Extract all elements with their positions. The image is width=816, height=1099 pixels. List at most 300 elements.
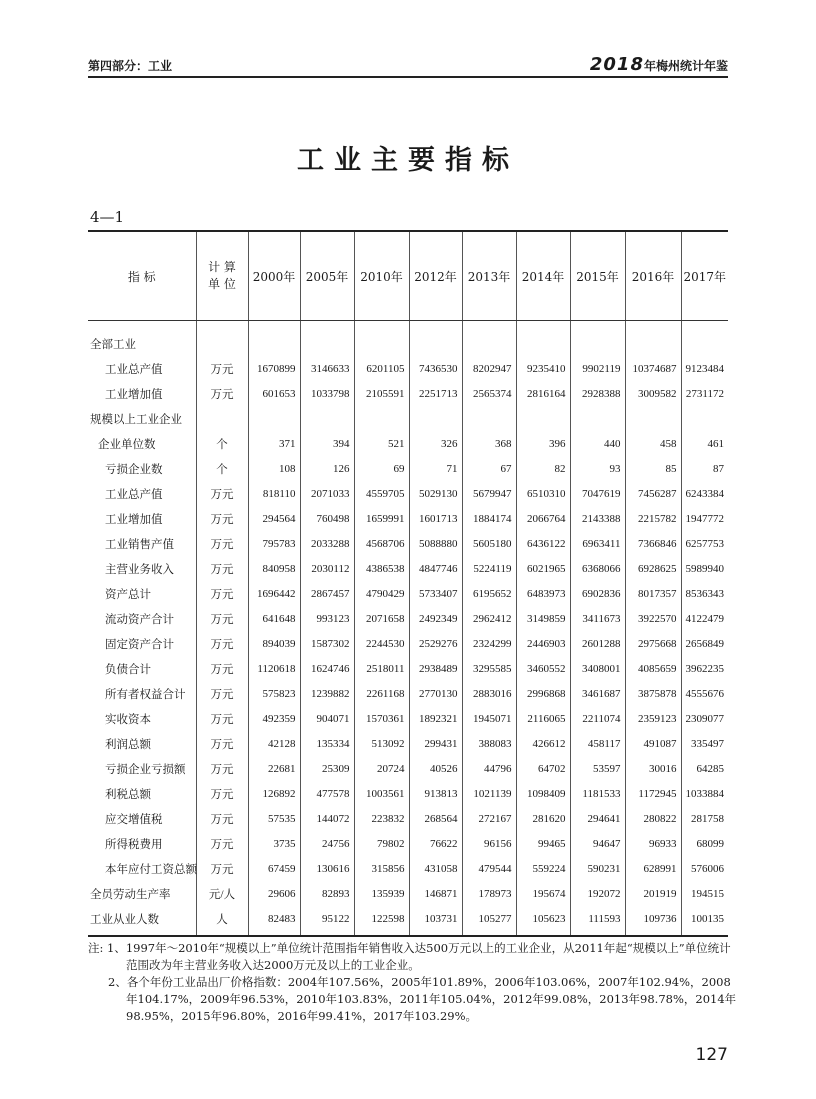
value-cell: 4386538 [354,556,409,581]
value-cell: 1670899 [248,356,300,381]
value-cell: 82 [516,456,570,481]
value-cell: 82893 [300,881,354,906]
table-row [88,406,728,431]
unit-cell: 万元 [196,631,248,656]
value-cell: 3461687 [570,681,625,706]
value-cell: 2962412 [462,606,516,631]
header-year: 2000年 [248,231,300,321]
value-cell: 8017357 [625,581,681,606]
value-cell: 281620 [516,806,570,831]
page-title: 工业主要指标 [297,145,519,176]
value-cell: 2656849 [681,631,728,656]
value-cell: 2883016 [462,681,516,706]
table-row [88,381,728,406]
value-cell: 335497 [681,731,728,756]
value-cell: 394 [300,431,354,456]
header-year: 2005年 [300,231,354,321]
value-cell: 105277 [462,906,516,936]
indicator-name: 工业增加值 [105,513,163,526]
note-2: 2、各个年份工业品出厂价格指数：2004年107.56%，2005年101.89%，2006年103.06%，2007年102.94%，2008年104.17%，2009年96.53%，2010年103.83%，2011年105.04%，2012年99.08%，2013年98.78%，2014年98.95%，2015年96.80%，2016年99.41%，2017年103.29%。 [108,975,737,1023]
value-cell: 7456287 [625,481,681,506]
value-cell: 4568706 [354,531,409,556]
value-cell: 1947772 [681,506,728,531]
value-cell [625,321,681,357]
value-cell: 1587302 [300,631,354,656]
indicator-name: 利润总额 [105,738,151,751]
unit-cell: 万元 [196,856,248,881]
value-cell: 4790429 [354,581,409,606]
value-cell: 96933 [625,831,681,856]
header-unit-line1: 计 算 [208,260,236,274]
table-row [88,506,728,531]
value-cell: 8202947 [462,356,516,381]
table-row [88,431,728,456]
table-row [88,606,728,631]
value-cell: 913813 [409,781,462,806]
unit-cell: 万元 [196,806,248,831]
value-cell: 272167 [462,806,516,831]
value-cell: 576006 [681,856,728,881]
value-cell: 82483 [248,906,300,936]
table-row [88,856,728,881]
header-year: 2016年 [625,231,681,321]
header-indicator: 指 标 [88,231,196,321]
value-cell: 628991 [625,856,681,881]
value-cell: 64285 [681,756,728,781]
indicator-name: 全员劳动生产率 [90,888,171,901]
value-cell [462,406,516,431]
value-cell: 6201105 [354,356,409,381]
value-cell: 6021965 [516,556,570,581]
value-cell: 6510310 [516,481,570,506]
value-cell: 201919 [625,881,681,906]
unit-cell: 万元 [196,656,248,681]
value-cell: 135334 [300,731,354,756]
value-cell: 4559705 [354,481,409,506]
value-cell: 6436122 [516,531,570,556]
value-cell: 9902119 [570,356,625,381]
value-cell: 135939 [354,881,409,906]
table-row [88,881,728,906]
value-cell: 122598 [354,906,409,936]
table-row [88,681,728,706]
value-cell: 10374687 [625,356,681,381]
value-cell: 71 [409,456,462,481]
value-cell: 95122 [300,906,354,936]
value-cell: 492359 [248,706,300,731]
indicator-name: 应交增值税 [105,813,163,826]
value-cell: 144072 [300,806,354,831]
value-cell: 1884174 [462,506,516,531]
table-row [88,321,728,357]
value-cell: 294564 [248,506,300,531]
table-body [88,321,728,937]
value-cell: 96156 [462,831,516,856]
value-cell: 280822 [625,806,681,831]
value-cell: 178973 [462,881,516,906]
value-cell: 8536343 [681,581,728,606]
value-cell: 223832 [354,806,409,831]
value-cell: 426612 [516,731,570,756]
value-cell [625,406,681,431]
header-unit-line2: 单 位 [208,277,236,291]
table-row [88,481,728,506]
indicator-name: 所得税费用 [105,838,163,851]
value-cell: 2529276 [409,631,462,656]
value-cell: 130616 [300,856,354,881]
value-cell: 57535 [248,806,300,831]
value-cell: 2867457 [300,581,354,606]
table-row [88,706,728,731]
value-cell: 6243384 [681,481,728,506]
value-cell: 2116065 [516,706,570,731]
value-cell: 2211074 [570,706,625,731]
value-cell: 6483973 [516,581,570,606]
value-cell: 2071033 [300,481,354,506]
value-cell: 1021139 [462,781,516,806]
value-cell: 6902836 [570,581,625,606]
indicator-name: 全部工业 [90,338,136,351]
value-cell: 126892 [248,781,300,806]
value-cell: 3735 [248,831,300,856]
value-cell: 491087 [625,731,681,756]
value-cell: 521 [354,431,409,456]
value-cell: 4555676 [681,681,728,706]
value-cell: 1945071 [462,706,516,731]
value-cell: 368 [462,431,516,456]
value-cell: 7366846 [625,531,681,556]
value-cell: 194515 [681,881,728,906]
header-year: 2013年 [462,231,516,321]
value-cell: 6257753 [681,531,728,556]
value-cell: 4122479 [681,606,728,631]
unit-cell: 个 [196,456,248,481]
value-cell: 641648 [248,606,300,631]
indicator-name: 实收资本 [105,713,151,726]
indicator-name: 利税总额 [105,788,151,801]
value-cell: 2071658 [354,606,409,631]
table-row [88,581,728,606]
value-cell: 1120618 [248,656,300,681]
value-cell [409,406,462,431]
value-cell: 79802 [354,831,409,856]
unit-cell: 万元 [196,531,248,556]
value-cell: 1003561 [354,781,409,806]
table-row [88,356,728,381]
value-cell: 2975668 [625,631,681,656]
value-cell: 42128 [248,731,300,756]
table-row [88,556,728,581]
value-cell: 64702 [516,756,570,781]
indicator-name: 固定资产合计 [105,638,174,651]
indicator-name: 资产总计 [105,588,151,601]
unit-cell: 万元 [196,831,248,856]
value-cell: 2996868 [516,681,570,706]
value-cell [354,321,409,357]
value-cell: 3875878 [625,681,681,706]
value-cell: 388083 [462,731,516,756]
indicator-name: 负债合计 [105,663,151,676]
value-cell: 9123484 [681,356,728,381]
value-cell: 2492349 [409,606,462,631]
value-cell: 108 [248,456,300,481]
value-cell: 840958 [248,556,300,581]
value-cell: 2518011 [354,656,409,681]
indicator-name: 企业单位数 [98,438,156,451]
value-cell: 4085659 [625,656,681,681]
yearbook-title [590,54,728,75]
value-cell: 2066764 [516,506,570,531]
value-cell: 2261168 [354,681,409,706]
indicator-name: 工业销售产值 [105,538,174,551]
value-cell: 3408001 [570,656,625,681]
unit-cell: 万元 [196,481,248,506]
value-cell: 126 [300,456,354,481]
value-cell: 5679947 [462,481,516,506]
value-cell: 1033884 [681,781,728,806]
value-cell: 760498 [300,506,354,531]
indicator-name: 工业总产值 [105,488,163,501]
value-cell: 99465 [516,831,570,856]
value-cell: 25309 [300,756,354,781]
value-cell: 87 [681,456,728,481]
header-year: 2010年 [354,231,409,321]
value-cell: 440 [570,431,625,456]
value-cell: 326 [409,431,462,456]
value-cell: 44796 [462,756,516,781]
value-cell [354,406,409,431]
value-cell: 6928625 [625,556,681,581]
value-cell [516,406,570,431]
value-cell: 795783 [248,531,300,556]
value-cell: 3146633 [300,356,354,381]
unit-cell: 万元 [196,781,248,806]
unit-cell [196,406,248,431]
indicator-name: 所有者权益合计 [105,688,186,701]
value-cell: 69 [354,456,409,481]
value-cell: 396 [516,431,570,456]
value-cell: 5224119 [462,556,516,581]
value-cell: 6195652 [462,581,516,606]
unit-cell: 万元 [196,581,248,606]
value-cell: 1181533 [570,781,625,806]
indicator-name: 亏损企业数 [105,463,163,476]
header-unit [196,231,248,321]
value-cell: 281758 [681,806,728,831]
indicator-name: 工业总产值 [105,363,163,376]
value-cell: 7047619 [570,481,625,506]
value-cell: 1659991 [354,506,409,531]
value-cell: 1098409 [516,781,570,806]
unit-cell: 万元 [196,731,248,756]
indicator-name: 规模以上工业企业 [90,413,182,426]
value-cell: 2731172 [681,381,728,406]
value-cell: 5088880 [409,531,462,556]
page-number: 127 [695,1045,728,1065]
value-cell: 1696442 [248,581,300,606]
value-cell: 1033798 [300,381,354,406]
running-header [88,54,728,78]
value-cell: 477578 [300,781,354,806]
value-cell: 22681 [248,756,300,781]
value-cell: 53597 [570,756,625,781]
value-cell [570,406,625,431]
unit-cell: 万元 [196,681,248,706]
indicator-name: 本年应付工资总额 [105,863,197,876]
value-cell: 2105591 [354,381,409,406]
value-cell: 5029130 [409,481,462,506]
header-year: 2017年 [681,231,728,321]
value-cell: 894039 [248,631,300,656]
unit-cell: 万元 [196,381,248,406]
value-cell: 818110 [248,481,300,506]
header-year: 2014年 [516,231,570,321]
value-cell [300,406,354,431]
value-cell: 461 [681,431,728,456]
value-cell: 2143388 [570,506,625,531]
value-cell: 85 [625,456,681,481]
table-notes [88,940,738,1025]
value-cell: 2244530 [354,631,409,656]
unit-cell: 万元 [196,756,248,781]
table-row [88,906,728,936]
value-cell: 7436530 [409,356,462,381]
value-cell: 590231 [570,856,625,881]
value-cell: 371 [248,431,300,456]
table-row [88,631,728,656]
value-cell [248,406,300,431]
indicator-name: 主营业务收入 [105,563,174,576]
indicator-name: 工业增加值 [105,388,163,401]
value-cell: 3962235 [681,656,728,681]
value-cell: 513092 [354,731,409,756]
unit-cell: 万元 [196,356,248,381]
unit-cell: 个 [196,431,248,456]
indicator-table-container [88,230,728,937]
value-cell: 29606 [248,881,300,906]
value-cell: 5733407 [409,581,462,606]
table-row [88,456,728,481]
value-cell: 2938489 [409,656,462,681]
value-cell: 195674 [516,881,570,906]
unit-cell: 万元 [196,706,248,731]
value-cell: 1570361 [354,706,409,731]
value-cell: 458 [625,431,681,456]
note-1: 注: 1、1997年～2010年“规模以上”单位统计范围指年销售收入达500万元以上的工业企业，从2011年起“规模以上”单位统计范围改为年主营业务收入达2000万元及以上的工业企业。 [88,941,731,972]
value-cell: 3295585 [462,656,516,681]
value-cell [681,406,728,431]
table-header-row [88,231,728,321]
indicator-name: 工业从业人数 [88,906,196,936]
value-cell: 100135 [681,906,728,936]
indicator-name: 流动资产合计 [105,613,174,626]
value-cell: 30016 [625,756,681,781]
value-cell: 1624746 [300,656,354,681]
value-cell: 24756 [300,831,354,856]
value-cell [462,321,516,357]
value-cell: 431058 [409,856,462,881]
value-cell: 109736 [625,906,681,936]
value-cell: 2251713 [409,381,462,406]
unit-cell: 万元 [196,606,248,631]
header-year: 2015年 [570,231,625,321]
value-cell: 5989940 [681,556,728,581]
value-cell: 458117 [570,731,625,756]
value-cell: 4847746 [409,556,462,581]
value-cell: 76622 [409,831,462,856]
indicator-table [88,230,728,937]
value-cell: 268564 [409,806,462,831]
value-cell: 559224 [516,856,570,881]
table-row [88,656,728,681]
value-cell: 3411673 [570,606,625,631]
section-label: 第四部分：工业 [88,59,173,73]
unit-cell: 元/人 [196,881,248,906]
value-cell: 2324299 [462,631,516,656]
value-cell: 3922570 [625,606,681,631]
value-cell: 315856 [354,856,409,881]
unit-cell: 万元 [196,506,248,531]
value-cell: 1892321 [409,706,462,731]
value-cell: 105623 [516,906,570,936]
table-row [88,806,728,831]
indicator-name: 亏损企业亏损额 [105,763,186,776]
value-cell: 67 [462,456,516,481]
value-cell: 2816164 [516,381,570,406]
value-cell: 146871 [409,881,462,906]
value-cell [681,321,728,357]
value-cell: 1601713 [409,506,462,531]
value-cell: 6963411 [570,531,625,556]
value-cell [570,321,625,357]
value-cell [300,321,354,357]
value-cell: 2928388 [570,381,625,406]
unit-cell [196,321,248,357]
value-cell: 2446903 [516,631,570,656]
unit-cell: 人 [196,906,248,936]
value-cell: 103731 [409,906,462,936]
value-cell: 2601288 [570,631,625,656]
value-cell: 2033288 [300,531,354,556]
value-cell: 479544 [462,856,516,881]
value-cell: 2309077 [681,706,728,731]
value-cell [409,321,462,357]
value-cell: 3009582 [625,381,681,406]
value-cell: 993123 [300,606,354,631]
header-year: 2012年 [409,231,462,321]
value-cell: 2215782 [625,506,681,531]
value-cell: 1239882 [300,681,354,706]
value-cell: 1172945 [625,781,681,806]
table-row [88,831,728,856]
table-row [88,531,728,556]
value-cell: 294641 [570,806,625,831]
value-cell: 9235410 [516,356,570,381]
value-cell: 111593 [570,906,625,936]
value-cell [516,321,570,357]
value-cell: 192072 [570,881,625,906]
value-cell: 904071 [300,706,354,731]
value-cell: 575823 [248,681,300,706]
value-cell: 93 [570,456,625,481]
value-cell: 68099 [681,831,728,856]
table-row [88,731,728,756]
table-row [88,756,728,781]
value-cell: 6368066 [570,556,625,581]
yearbook-year: 2018 [589,54,644,75]
value-cell: 67459 [248,856,300,881]
value-cell: 5605180 [462,531,516,556]
